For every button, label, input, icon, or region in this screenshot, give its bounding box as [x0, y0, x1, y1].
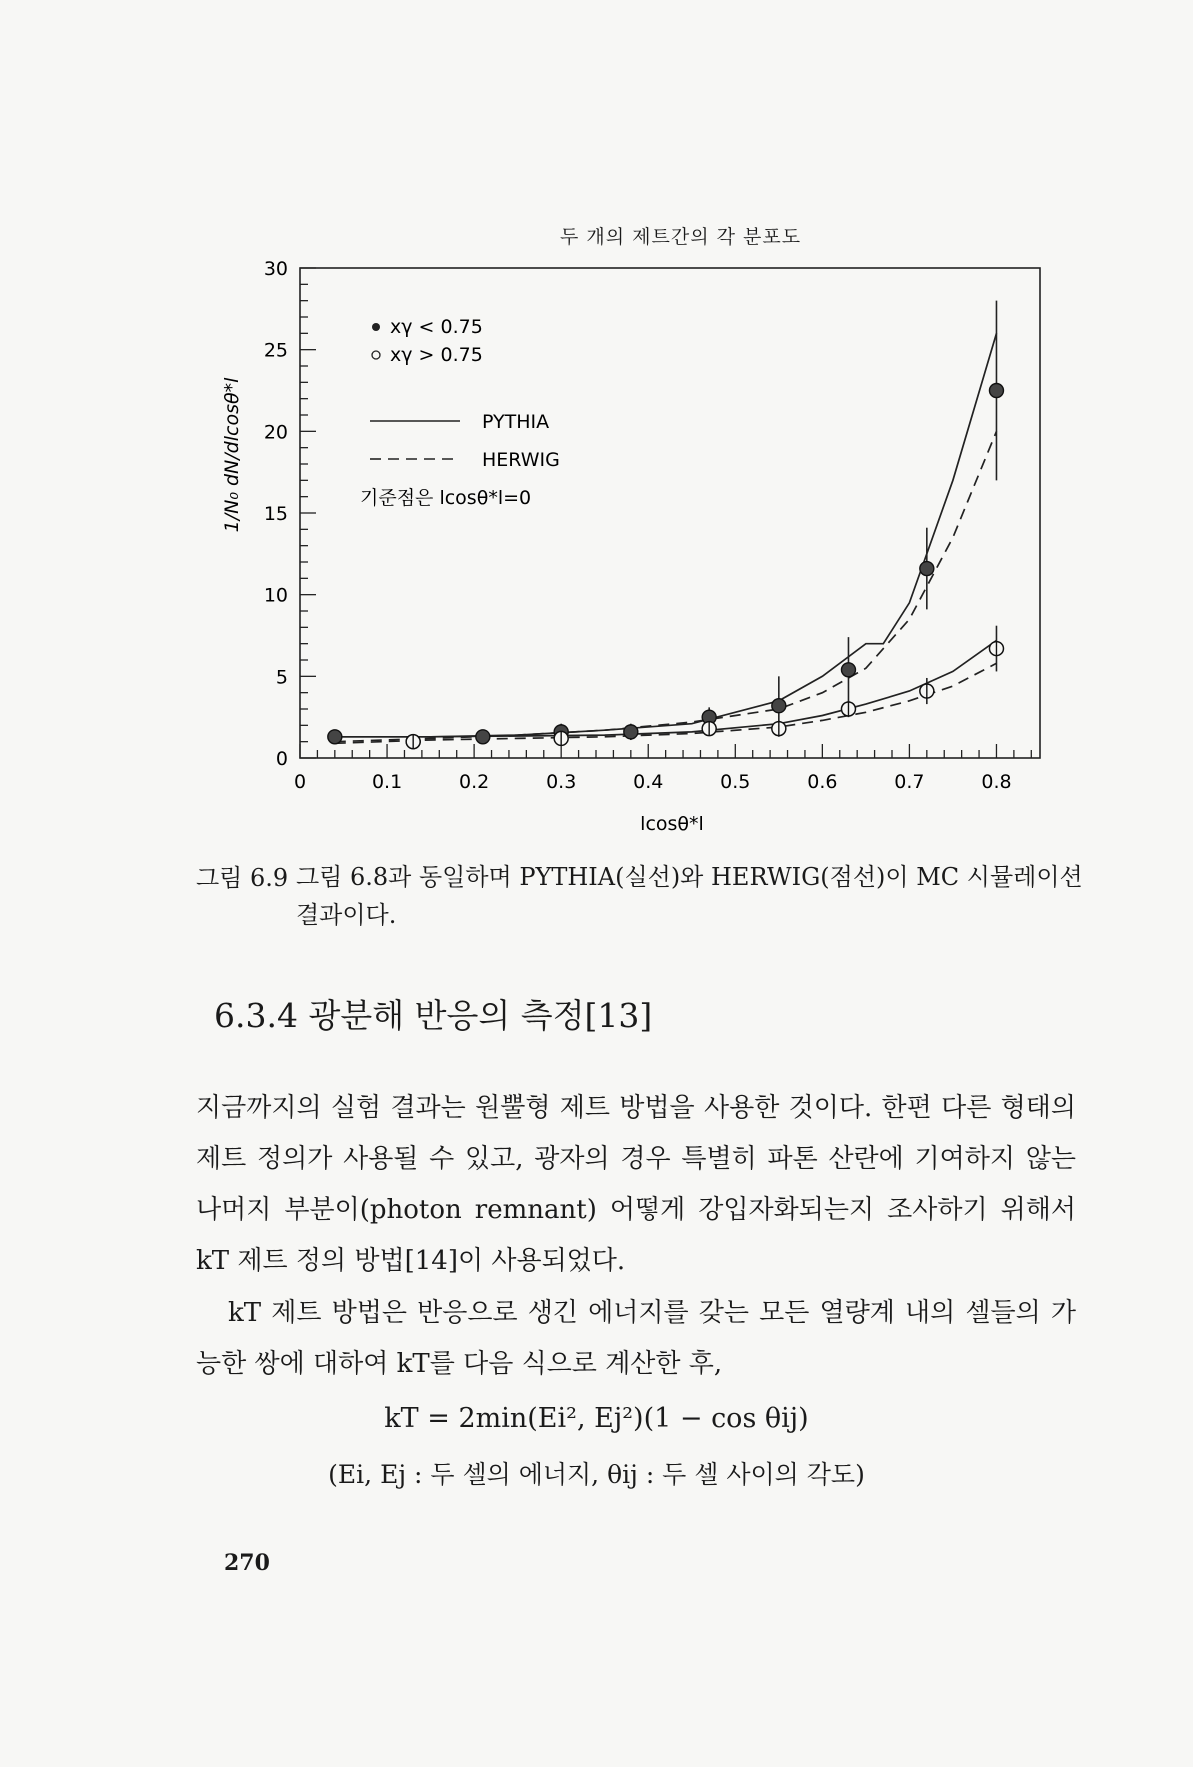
y-tick-label: 10 — [263, 584, 288, 607]
x-tick-label: 0.5 — [720, 771, 751, 793]
paragraph-2: kT 제트 방법은 반응으로 생긴 에너지를 갖는 모든 열량계 내의 셀들의 가능한 쌍에 대하여 kT를 다음 식으로 계산한 후, — [196, 1298, 1076, 1379]
angular-distribution-chart — [0, 0, 1193, 840]
legend-herwig-label: HERWIG — [482, 449, 560, 471]
herwig-curve — [335, 663, 997, 743]
page-number: 270 — [224, 1550, 270, 1576]
y-tick-label: 0 — [275, 748, 288, 770]
filled-data-point — [476, 730, 490, 744]
x-tick-label: 0.4 — [633, 771, 664, 793]
x-tick-label: 0.6 — [807, 771, 838, 793]
x-tick-label: 0.7 — [894, 771, 925, 793]
filled-data-point — [772, 699, 786, 713]
x-tick-label: 0.8 — [981, 771, 1012, 793]
figure-caption-text: 그림 6.8과 동일하며 PYTHIA(실선)와 HERWIG(점선)이 MC 시뮬레이션 결과이다. — [296, 863, 1083, 929]
x-tick-label: 0.1 — [371, 771, 403, 793]
y-tick-label: 5 — [275, 666, 288, 689]
kt-formula: kT = 2min(Ei², Ej²)(1 − cos θij) — [384, 1403, 809, 1434]
legend-reference-note: 기준점은 lcosθ*l=0 — [360, 487, 532, 509]
section-heading: 6.3.4 광분해 반응의 측정[13] — [214, 996, 653, 1035]
filled-data-point — [841, 663, 855, 677]
legend-open-label: xγ > 0.75 — [390, 344, 483, 366]
legend-filled-marker — [372, 323, 380, 331]
filled-data-point — [989, 384, 1003, 398]
filled-data-point — [920, 562, 934, 576]
x-tick-label: 0.2 — [459, 771, 490, 793]
y-tick-label: 15 — [263, 503, 288, 525]
paragraph-1: 지금까지의 실험 결과는 원뿔형 제트 방법을 사용한 것이다. 한편 다른 형태의 제트 정의가 사용될 수 있고, 광자의 경우 특별히 파톤 산란에 기여하지 않는 나머지 부분이(photon remnant) 어떻게 강입자화되는지 조사하기 위해서 kT 제트 정의 방법[14]이 사용되었다. — [196, 1093, 1076, 1276]
y-tick-label: 25 — [263, 339, 288, 362]
filled-data-point — [328, 730, 342, 744]
figure-caption-label: 그림 6.9 — [196, 864, 289, 892]
x-tick-label: 0 — [293, 771, 307, 793]
pythia-curve — [335, 640, 997, 736]
x-axis-label: lcosθ*l — [640, 813, 704, 835]
pythia-curve — [335, 333, 997, 737]
x-tick-label: 0.3 — [546, 771, 577, 793]
legend-pythia-label: PYTHIA — [482, 411, 550, 433]
legend-filled-label: xγ < 0.75 — [390, 316, 483, 338]
filled-data-point — [624, 725, 638, 739]
y-tick-label: 30 — [263, 258, 288, 280]
y-tick-label: 20 — [263, 421, 288, 444]
y-axis-label: 1/N₀ dN/dlcosθ*l — [221, 377, 243, 533]
chart-title: 두 개의 제트간의 각 분포도 — [560, 226, 802, 248]
legend-open-marker — [372, 351, 380, 359]
kt-formula-note: (Ei, Ej : 두 셀의 에너지, θij : 두 셀 사이의 각도) — [328, 1460, 865, 1489]
